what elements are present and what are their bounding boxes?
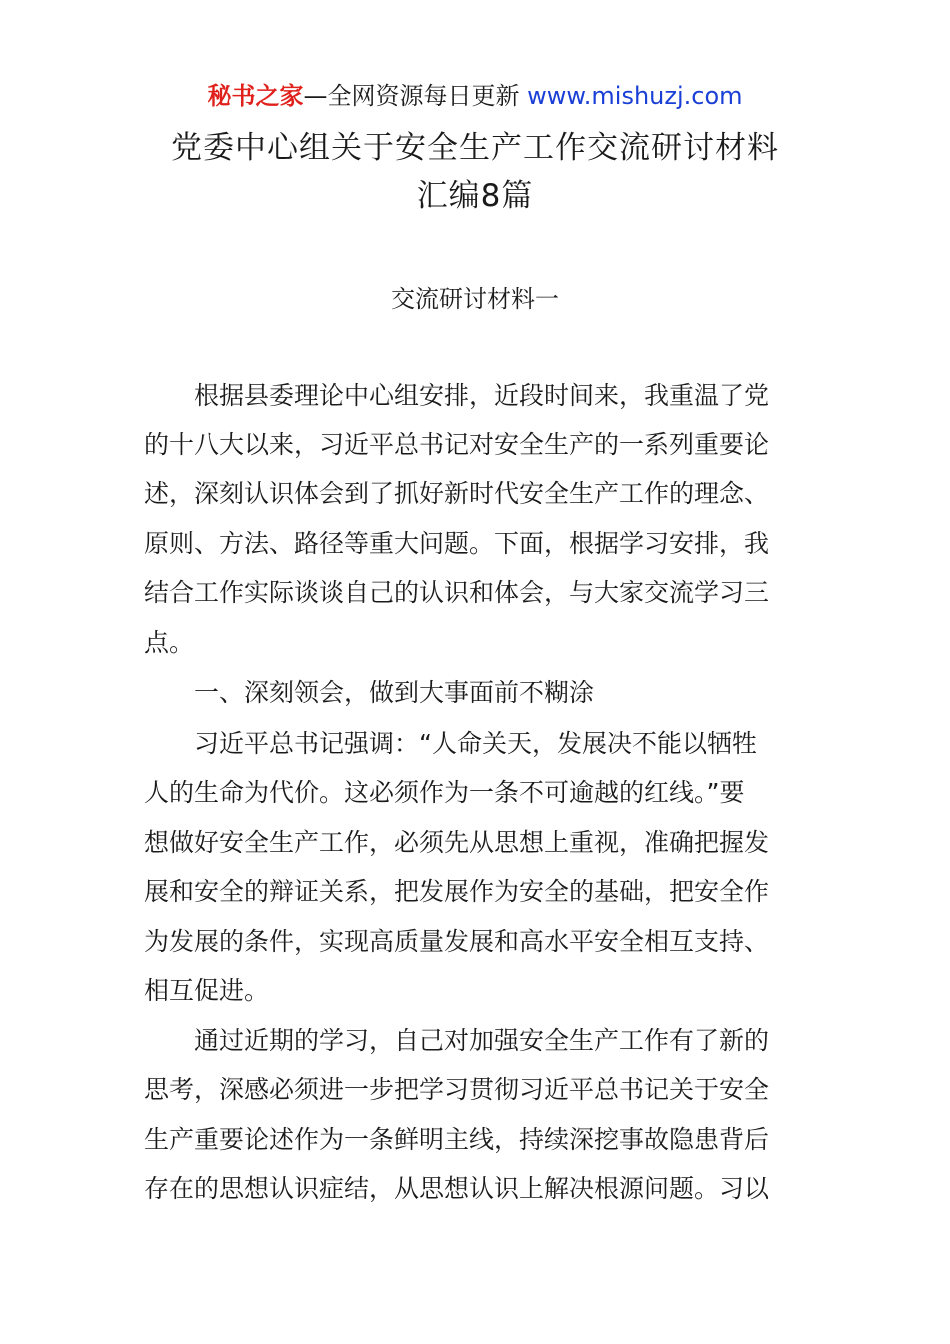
paragraph-line: 人的生命为代价。这必须作为一条不可逾越的红线。”要 [144, 778, 745, 807]
paragraph-line: 相互促进。 [144, 976, 270, 1005]
document-title-line-2: 汇编8篇 [416, 178, 534, 214]
paragraph-line: 想做好安全生产工作，必须先从思想上重视，准确把握发 [144, 828, 770, 857]
paragraph-line: 存在的思想认识症结，从思想认识上解决根源问题。习以 [144, 1174, 770, 1203]
paragraph-line: 原则、方法、路径等重大问题。下面，根据学习安排，我 [144, 529, 770, 558]
paragraph-line: 通过近期的学习，自己对加强安全生产工作有了新的 [194, 1026, 770, 1055]
document-title-line-1: 党委中心组关于安全生产工作交流研讨材料 [171, 130, 779, 166]
brand-name: 秘书之家 [207, 82, 304, 110]
paragraph-line: 述，深刻认识体会到了抓好新时代安全生产工作的理念、 [144, 479, 770, 508]
paragraph-line: 习近平总书记强调：“人命关天，发展决不能以牺牲 [194, 729, 757, 758]
paragraph-line: 结合工作实际谈谈自己的认识和体会，与大家交流学习三 [144, 578, 770, 607]
paragraph-line: 思考，深感必须进一步把学习贯彻习近平总书记关于安全 [144, 1075, 770, 1104]
section-heading: 一、深刻领会，做到大事面前不糊涂 [194, 678, 595, 707]
site-header [0, 80, 950, 112]
paragraph-line: 的十八大以来，习近平总书记对安全生产的一系列重要论 [144, 430, 770, 459]
section-title: 交流研讨材料一 [391, 285, 559, 313]
site-url-link[interactable]: www.mishuzj.com [527, 82, 743, 110]
paragraph-line: 为发展的条件，实现高质量发展和高水平安全相互支持、 [144, 927, 770, 956]
header-tagline: —全网资源每日更新 [303, 82, 520, 110]
paragraph-line: 根据县委理论中心组安排，近段时间来，我重温了党 [194, 381, 770, 410]
paragraph-line: 生产重要论述作为一条鲜明主线，持续深挖事故隐患背后 [144, 1125, 770, 1154]
paragraph-line: 展和安全的辩证关系，把发展作为安全的基础，把安全作 [144, 877, 770, 906]
paragraph-line: 点。 [144, 628, 195, 657]
